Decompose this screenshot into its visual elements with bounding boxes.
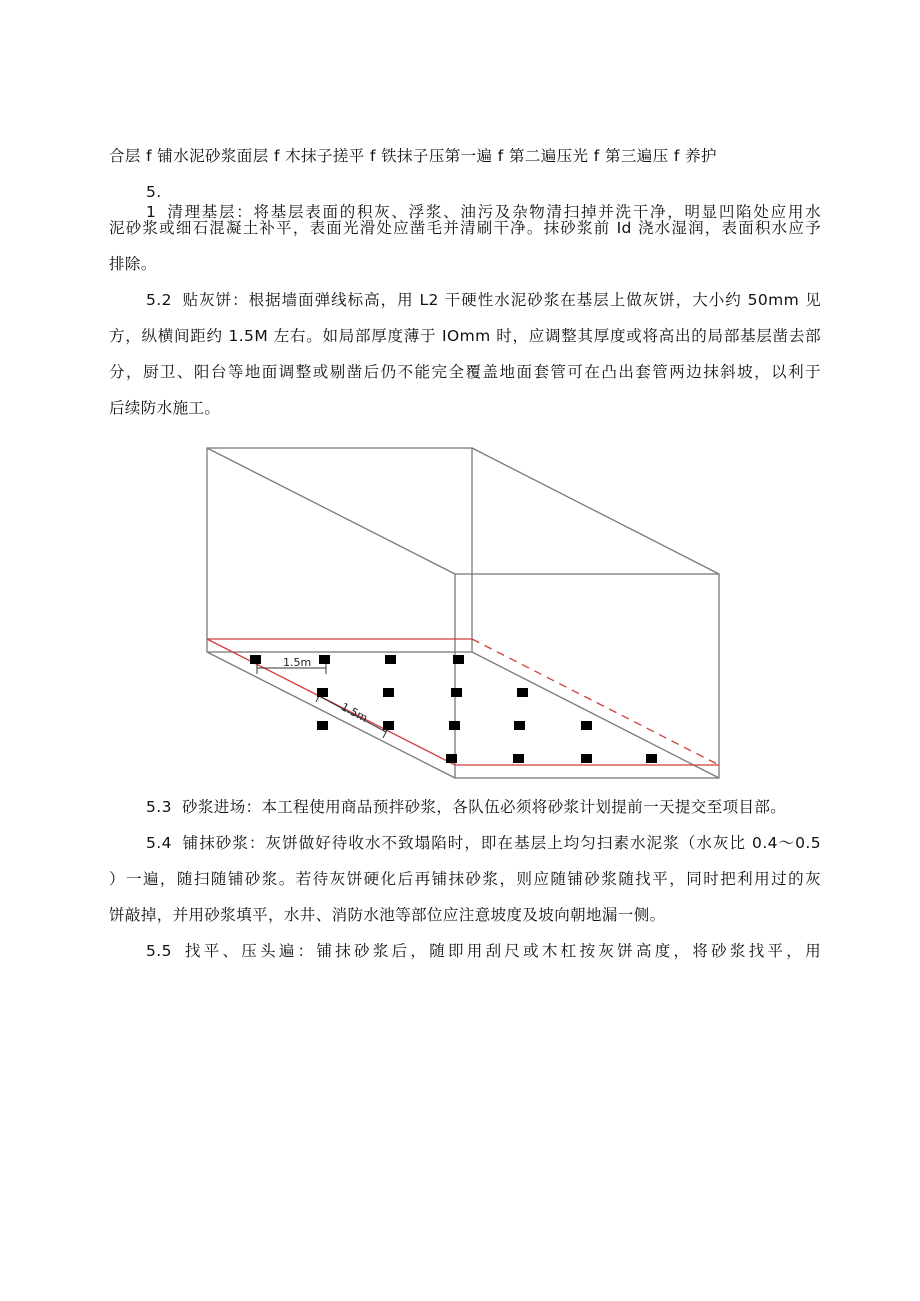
mortar-pad [646, 754, 657, 763]
mortar-pad [250, 655, 261, 664]
section-5-2-line-1 [109, 290, 821, 310]
section-text: 找平、压头遍：铺抹砂浆后，随即用刮尺或木杠按灰饼高度，将砂浆找平，用 [182, 942, 821, 960]
section-5-2-line-3: 分，厨卫、阳台等地面调整或剔凿后仍不能完全覆盖地面套管可在凸出套管两边抹斜坡，以利于 [109, 363, 821, 381]
section-number: 5.4 [146, 834, 172, 852]
mortar-pad [517, 688, 528, 697]
section-number: 5.5 [146, 942, 172, 960]
section-number: 5.2 [146, 291, 172, 309]
section-5-4-line-3: 饼敲掉，并用砂浆填平，水井、消防水池等部位应注意坡度及坡向朝地漏一侧。 [109, 906, 666, 924]
section-text: 铺抹砂浆：灰饼做好待收水不致塌陷时，即在基层上均匀扫素水泥浆（水灰比 0.4～0.5 [182, 834, 821, 852]
bottom-edge-right [472, 652, 719, 778]
section-5-1-line-3: 排除。 [109, 255, 157, 273]
mortar-pad [383, 721, 394, 730]
section-text: 清理基层：将基层表面的积灰、浮浆、油污及杂物清扫掉并洗干净，明显凹陷处应用水 [166, 203, 821, 221]
section-5-2-line-2: 方，纵横间距约 1.5M 左右。如局部厚度薄于 IOmm 时，应调整其厚度或将高出的局部基层凿去部 [109, 327, 821, 345]
mortar-pad [319, 655, 330, 664]
section-text: 贴灰饼：根据墙面弹线标高，用 L2 干硬性水泥砂浆在基层上做灰饼，大小约 50mm 见 [182, 291, 821, 309]
mortar-pads [250, 655, 657, 763]
mortar-pad [513, 754, 524, 763]
mortar-pad [449, 721, 460, 730]
section-number: 5.3 [146, 798, 172, 816]
mortar-pad [317, 721, 328, 730]
section-text: 砂浆进场：本工程使用商品预拌砂浆，各队伍必须将砂浆计划提前一天提交至项目部。 [182, 798, 787, 816]
top-edge-left [207, 448, 455, 574]
mortar-pad [317, 688, 328, 697]
mortar-pad [514, 721, 525, 730]
section-5-4-line-1 [109, 833, 821, 853]
section-number: 5. 1 [146, 183, 162, 221]
elevation-line-right-dashed [472, 639, 719, 765]
section-5-4-line-2: ）一遍，随扫随铺砂浆。若待灰饼硬化后再铺抹砂浆，则应随铺砂浆随找平，同时把利用过的灰 [109, 870, 821, 888]
section-5-5-line-1 [109, 941, 821, 961]
section-5-1-line-1 [109, 182, 821, 222]
mortar-pad [581, 754, 592, 763]
mortar-pad [453, 655, 464, 664]
section-5-3-line-1 [109, 797, 821, 817]
dimension-label-1: 1.5m [283, 656, 312, 669]
mortar-pad [383, 688, 394, 697]
mortar-pad [581, 721, 592, 730]
section-5-2-line-4: 后续防水施工。 [109, 399, 221, 417]
process-flow-line: 合层 f 铺水泥砂浆面层 f 木抹子搓平 f 铁抹子压第一遍 f 第二遍压光 f 第三遍压 f 养护 [109, 147, 717, 165]
section-5-1-line-2: 泥砂浆或细石混凝土补平，表面光滑处应凿毛并清刷干净。抹砂浆前 Id 浇水湿润，表面积水应予 [109, 219, 821, 237]
back-face [207, 448, 472, 652]
front-face [455, 574, 719, 778]
mortar-pad [446, 754, 457, 763]
mortar-pad [385, 655, 396, 664]
room-floor-diagram [200, 440, 725, 785]
dimension-label-2: 1.5m [338, 700, 370, 725]
bottom-edge-left [207, 652, 455, 778]
mortar-pad [451, 688, 462, 697]
top-edge-right [472, 448, 719, 574]
box-wireframe [207, 448, 719, 778]
